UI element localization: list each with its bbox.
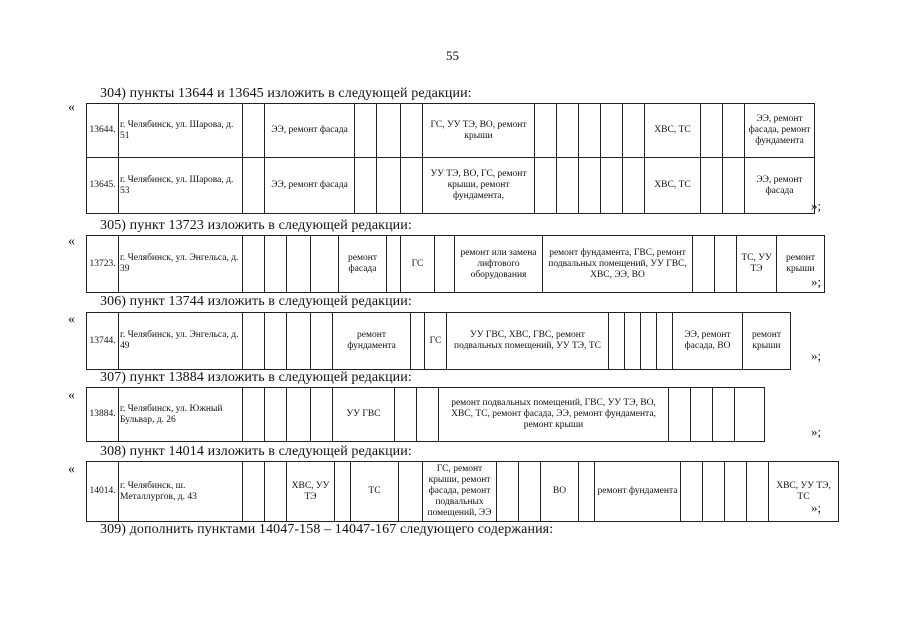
table-cell [355,158,377,214]
table-cell [535,158,557,214]
table-cell: ХВС, УУ ТЭ [287,462,335,522]
quote-open-306: « [68,312,75,327]
table-cell [701,158,723,214]
quote-open-307: « [68,388,75,403]
table-cell [287,388,311,442]
table-cell [497,462,519,522]
table-row [87,388,765,442]
table-cell [625,313,641,370]
address-cell: г. Челябинск, ул. Энгельса, д. 39 [119,236,243,293]
row-number: 14014. [87,462,119,522]
table-cell: ремонт фасада [339,236,387,293]
table-cell: ЭЭ, ремонт фасада [265,104,355,158]
table-cell [713,388,735,442]
table-cell: ЭЭ, ремонт фасада [265,158,355,214]
table-cell [311,313,333,370]
table-cell: ремонт фундамента, ГВС, ремонт подвальных помещений, УУ ГВС, ХВС, ЭЭ, ВО [543,236,693,293]
table-cell [691,388,713,442]
table-cell [243,158,265,214]
table-308 [86,461,839,522]
table-cell [579,104,601,158]
table-cell: ЭЭ, ремонт фасада, ВО [673,313,743,370]
table-cell [609,313,625,370]
table-row [87,236,825,293]
table-cell: УУ ГВС, ХВС, ГВС, ремонт подвальных помещений, УУ ТЭ, ТС [447,313,609,370]
table-cell [377,104,401,158]
table-cell [311,236,339,293]
table-cell [335,462,351,522]
table-cell [417,388,439,442]
address-cell: г. Челябинск, ул. Южный Бульвар, д. 26 [119,388,243,442]
section-308-heading: 308) пункт 14014 изложить в следующей редакции: [100,444,412,459]
page-number: 55 [446,48,459,63]
table-cell [265,313,287,370]
table-304 [86,103,815,214]
table-306 [86,312,791,370]
table-cell [703,462,725,522]
table-cell: ремонт фундамента [333,313,411,370]
section-307-heading: 307) пункт 13884 изложить в следующей редакции: [100,370,412,385]
table-cell: ГС, УУ ТЭ, ВО, ремонт крыши [423,104,535,158]
table-cell [287,313,311,370]
row-number: 13723. [87,236,119,293]
table-cell [265,388,287,442]
table-cell: ТС [351,462,399,522]
table-cell [579,462,595,522]
table-cell [723,158,745,214]
section-309-heading: 309) дополнить пунктами 14047-158 – 14047-167 следующего содержания: [100,522,554,537]
table-cell [557,158,579,214]
table-cell [243,388,265,442]
table-cell [311,388,333,442]
address-cell: г. Челябинск, ш. Металлургов, д. 43 [119,462,243,522]
table-cell [747,462,769,522]
address-cell: г. Челябинск, ул. Шарова, д. 53 [119,158,243,214]
table-cell [243,313,265,370]
table-cell [435,236,455,293]
quote-close-305: »; [811,274,822,289]
table-cell [601,158,623,214]
table-cell: ГС, ремонт крыши, ремонт фасада, ремонт подвальных помещений, ЭЭ [423,462,497,522]
table-cell [265,462,287,522]
address-cell: г. Челябинск, ул. Энгельса, д. 49 [119,313,243,370]
table-cell [355,104,377,158]
table-cell: ГС [401,236,435,293]
table-cell [641,313,657,370]
table-row [87,158,815,214]
section-305-heading: 305) пункт 13723 изложить в следующей редакции: [100,218,412,233]
table-cell [681,462,703,522]
table-cell: ремонт или замена лифтового оборудования [455,236,543,293]
table-cell [715,236,737,293]
table-cell: ВО [541,462,579,522]
table-cell [693,236,715,293]
table-cell [601,104,623,158]
table-cell [287,236,311,293]
table-cell: ремонт фундамента [595,462,681,522]
quote-close-306: »; [811,348,822,363]
table-305 [86,235,825,293]
table-cell [535,104,557,158]
table-cell [669,388,691,442]
table-cell [411,313,425,370]
table-cell [243,104,265,158]
quote-open-308: « [68,462,75,477]
table-cell: ХВС, ТС [645,158,701,214]
quote-close-304: »; [811,198,822,213]
table-cell: ХВС, УУ ТЭ, ТС [769,462,839,522]
table-cell [725,462,747,522]
quote-close-307: »; [811,424,822,439]
table-cell: УУ ГВС [333,388,395,442]
table-row [87,104,815,158]
table-cell: ЭЭ, ремонт фасада, ремонт фундамента [745,104,815,158]
table-cell: УУ ТЭ, ВО, ГС, ремонт крыши, ремонт фундамента, [423,158,535,214]
table-row [87,313,791,370]
table-cell [377,158,401,214]
row-number: 13644. [87,104,119,158]
table-cell [557,104,579,158]
table-cell: ремонт подвальных помещений, ГВС, УУ ТЭ, ВО, ХВС, ТС, ремонт фасада, ЭЭ, ремонт фундамента, ремонт крыши [439,388,669,442]
address-cell: г. Челябинск, ул. Шарова, д. 51 [119,104,243,158]
table-cell [399,462,423,522]
table-cell [623,158,645,214]
table-cell: ХВС, ТС [645,104,701,158]
table-cell [701,104,723,158]
table-cell [395,388,417,442]
table-row [87,462,839,522]
table-cell [387,236,401,293]
row-number: 13645. [87,158,119,214]
section-304-heading: 304) пункты 13644 и 13645 изложить в следующей редакции: [100,86,472,101]
row-number: 13744. [87,313,119,370]
table-cell [623,104,645,158]
table-cell: ГС [425,313,447,370]
table-cell: ЭЭ, ремонт фасада [745,158,815,214]
table-cell: ТС, УУ ТЭ [737,236,777,293]
table-cell [519,462,541,522]
table-cell [735,388,765,442]
table-cell [243,462,265,522]
quote-close-308: »; [811,500,822,515]
table-cell [401,158,423,214]
table-cell [265,236,287,293]
table-cell: ремонт крыши [743,313,791,370]
quote-open-305: « [68,234,75,249]
table-cell [723,104,745,158]
row-number: 13884. [87,388,119,442]
table-cell: ремонт крыши [777,236,825,293]
table-cell [657,313,673,370]
table-307 [86,387,765,442]
table-cell [243,236,265,293]
table-cell [579,158,601,214]
quote-open-304: « [68,100,75,115]
section-306-heading: 306) пункт 13744 изложить в следующей редакции: [100,294,412,309]
table-cell [401,104,423,158]
